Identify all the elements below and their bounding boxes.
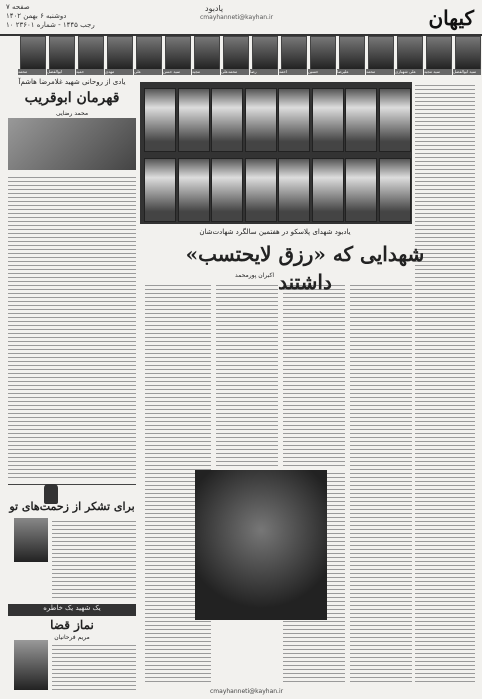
main-headline: شهدایی که «رزق لایحتسب» داشتند <box>185 242 425 294</box>
footer-url: cmayhanneti@kayhan.ir <box>210 688 284 695</box>
martyr-name: احمد <box>279 69 307 75</box>
firefighter-photo <box>345 88 377 152</box>
tribute-text <box>52 518 136 598</box>
martyr-name: ابوالفضل <box>47 69 75 75</box>
firefighter-photo <box>211 158 243 222</box>
text-column-2 <box>216 282 278 467</box>
martyrs-photo-strip <box>0 36 482 78</box>
text-column-4 <box>350 282 412 682</box>
page-info <box>6 3 95 30</box>
sidebar-kicker: یادی از روحانی شهید غلامرضا هاشم‌آ <box>18 78 126 86</box>
firefighter-photo <box>278 88 310 152</box>
martyrs-photo-grid <box>140 82 412 224</box>
firefighter-photo <box>379 158 411 222</box>
martyr-photo <box>136 36 162 70</box>
martyr-name: علی شهبازی <box>395 69 423 75</box>
sidebar-headline: قهرمان ابوقریب <box>24 90 120 106</box>
sidebar-photo <box>8 118 136 170</box>
section-mark: یادبود <box>205 4 224 13</box>
firefighter-photo <box>245 88 277 152</box>
namaz-author: مریم فرحانیان <box>54 634 90 641</box>
photo-caption: یادبود شهدای پلاسکو در هفتمین سالگرد شهادت‌شان <box>199 228 351 236</box>
martyr-portrait-photo <box>195 470 327 620</box>
firefighter-photo <box>312 88 344 152</box>
firefighter-photo <box>144 158 176 222</box>
martyr-photo <box>310 36 336 70</box>
martyr-name: محمدعلی <box>221 69 249 75</box>
martyr-name: علیرضا <box>337 69 365 75</box>
martyr-name: سید حسن <box>163 69 191 75</box>
martyr-photo <box>397 36 423 70</box>
martyr-photo <box>78 36 104 70</box>
sidebar-text <box>8 174 136 480</box>
main-author: اکبران پورمحمد <box>235 272 274 279</box>
date-line: دوشنبه ۶ بهمن ۱۴۰۲ <box>6 12 67 20</box>
martyr-name: رضا <box>250 69 278 75</box>
firefighter-photo <box>345 158 377 222</box>
martyr-name: حسین <box>308 69 336 75</box>
right-column-text <box>415 82 475 682</box>
firefighter-photo <box>178 158 210 222</box>
issue-line: ۱۰ رجب ۱۴۴۵ - شماره ۲۳۶۰۱ <box>6 21 95 29</box>
martyr-name: مجید <box>192 69 220 75</box>
namaz-title: نماز قضا <box>50 618 94 632</box>
sidebar-author: محمد رضایی <box>55 110 89 117</box>
firefighter-photo <box>144 88 176 152</box>
martyr-photo <box>20 36 46 70</box>
martyr-name: مهدی <box>105 69 133 75</box>
martyr-photo <box>252 36 278 70</box>
page-number: صفحه ۷ <box>6 3 30 11</box>
namaz-photo <box>14 640 48 690</box>
firefighter-photo <box>278 158 310 222</box>
firefighter-photo <box>379 88 411 152</box>
namaz-section-label: یک شهید یک خاطره <box>8 604 136 616</box>
martyr-name: سید مجید <box>424 69 452 75</box>
namaz-text <box>52 642 136 690</box>
martyr-photo <box>339 36 365 70</box>
martyr-photo <box>223 36 249 70</box>
martyr-photo <box>281 36 307 70</box>
martyr-name: سید ابوالفضل <box>453 69 481 75</box>
firefighter-photo <box>178 88 210 152</box>
martyr-photo <box>107 36 133 70</box>
martyr-name: حمید <box>76 69 104 75</box>
martyr-photo <box>426 36 452 70</box>
martyr-photo <box>165 36 191 70</box>
martyr-name: محمد <box>18 69 46 75</box>
text-column-3 <box>283 282 345 467</box>
newspaper-logo: کیهان <box>428 6 474 30</box>
martyr-photo <box>49 36 75 70</box>
martyr-photo <box>455 36 481 70</box>
martyr-name: علی <box>134 69 162 75</box>
martyr-photo <box>194 36 220 70</box>
firefighter-photo <box>312 158 344 222</box>
martyr-name: محمد <box>366 69 394 75</box>
header-url: cmayhanneti@kayhan.ir <box>200 14 274 21</box>
tribute-title: برای تشکر از زحمت‌های تو <box>9 500 135 513</box>
martyr-photo <box>368 36 394 70</box>
firefighter-photo <box>245 158 277 222</box>
tribute-photo <box>14 518 48 562</box>
firefighter-photo <box>211 88 243 152</box>
